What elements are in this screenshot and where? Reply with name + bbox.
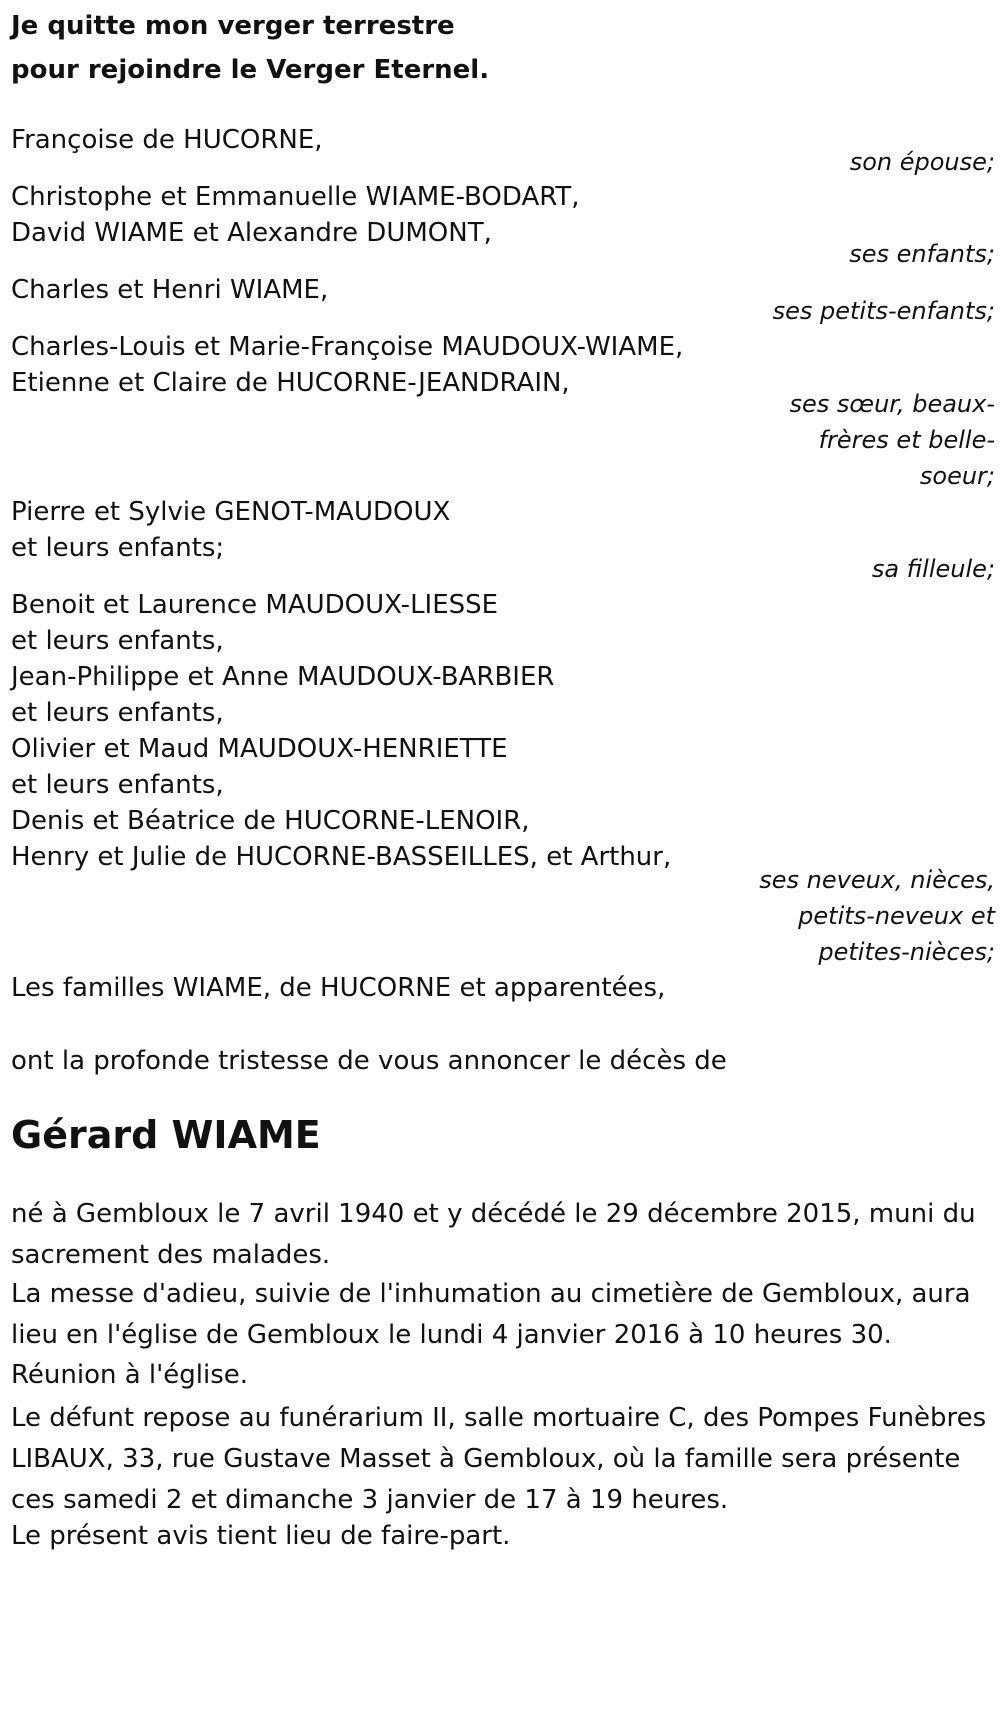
announcement-text: ont la profonde tristesse de vous annoncer le décès de xyxy=(11,1046,727,1076)
family-line: Les familles WIAME, de HUCORNE et apparentées, xyxy=(11,973,666,1003)
deceased-name: Gérard WIAME xyxy=(11,1113,321,1157)
family-line: et leurs enfants, xyxy=(11,698,224,728)
relation-label: petits-neveux et xyxy=(798,902,995,930)
notice-paragraph: Le présent avis tient lieu de faire-part. xyxy=(11,1521,511,1551)
family-line: Olivier et Maud MAUDOUX-HENRIETTE xyxy=(11,734,508,764)
relation-label: ses neveux, nièces, xyxy=(759,866,995,894)
relation-label: soeur; xyxy=(919,462,995,490)
family-line: et leurs enfants; xyxy=(11,533,225,563)
birth-death-paragraph: né à Gembloux le 7 avril 1940 et y décédé le 29 décembre 2015, muni du sacrement des malades. xyxy=(11,1199,976,1270)
relation-label: petites-nièces; xyxy=(818,938,995,966)
family-line: Christophe et Emmanuelle WIAME-BODART, xyxy=(11,182,580,212)
viewing-paragraph: Le défunt repose au funérarium II, salle mortuaire C, des Pompes Funèbres LIBAUX, 33, rue Gustave Masset à Gembloux, où la famille sera présente ces samedi 2 et dimanche 3 janvier de 17 à 19 heures. xyxy=(11,1403,987,1515)
intro-line-1: Je quitte mon verger terrestre xyxy=(11,11,455,41)
family-line: Etienne et Claire de HUCORNE-JEANDRAIN, xyxy=(11,368,570,398)
family-line: Denis et Béatrice de HUCORNE-LENOIR, xyxy=(11,806,530,836)
family-line: et leurs enfants, xyxy=(11,770,224,800)
family-line: Henry et Julie de HUCORNE-BASSEILLES, et Arthur, xyxy=(11,842,672,872)
relation-label: ses sœur, beaux- xyxy=(789,390,995,418)
family-line: Jean-Philippe et Anne MAUDOUX-BARBIER xyxy=(11,662,555,692)
gathering-paragraph: Réunion à l'église. xyxy=(11,1360,249,1390)
family-line: Benoit et Laurence MAUDOUX-LIESSE xyxy=(11,590,499,620)
family-line: et leurs enfants, xyxy=(11,626,224,656)
relation-label: ses petits-enfants; xyxy=(772,297,995,325)
relation-label: ses enfants; xyxy=(849,240,995,268)
funeral-mass-paragraph: La messe d'adieu, suivie de l'inhumation au cimetière de Gembloux, aura lieu en l'église de Gembloux le lundi 4 janvier 2016 à 10 heures 30. xyxy=(11,1279,971,1350)
relation-label: frères et belle- xyxy=(818,426,995,454)
family-line: David WIAME et Alexandre DUMONT, xyxy=(11,218,492,248)
relation-label: sa filleule; xyxy=(871,555,995,583)
family-line: Françoise de HUCORNE, xyxy=(11,125,323,155)
family-line: Pierre et Sylvie GENOT-MAUDOUX xyxy=(11,497,451,527)
intro-line-2: pour rejoindre le Verger Eternel. xyxy=(11,55,490,85)
family-line: Charles-Louis et Marie-Françoise MAUDOUX-WIAME, xyxy=(11,332,684,362)
relation-label: son épouse; xyxy=(849,148,995,176)
family-line: Charles et Henri WIAME, xyxy=(11,275,329,305)
